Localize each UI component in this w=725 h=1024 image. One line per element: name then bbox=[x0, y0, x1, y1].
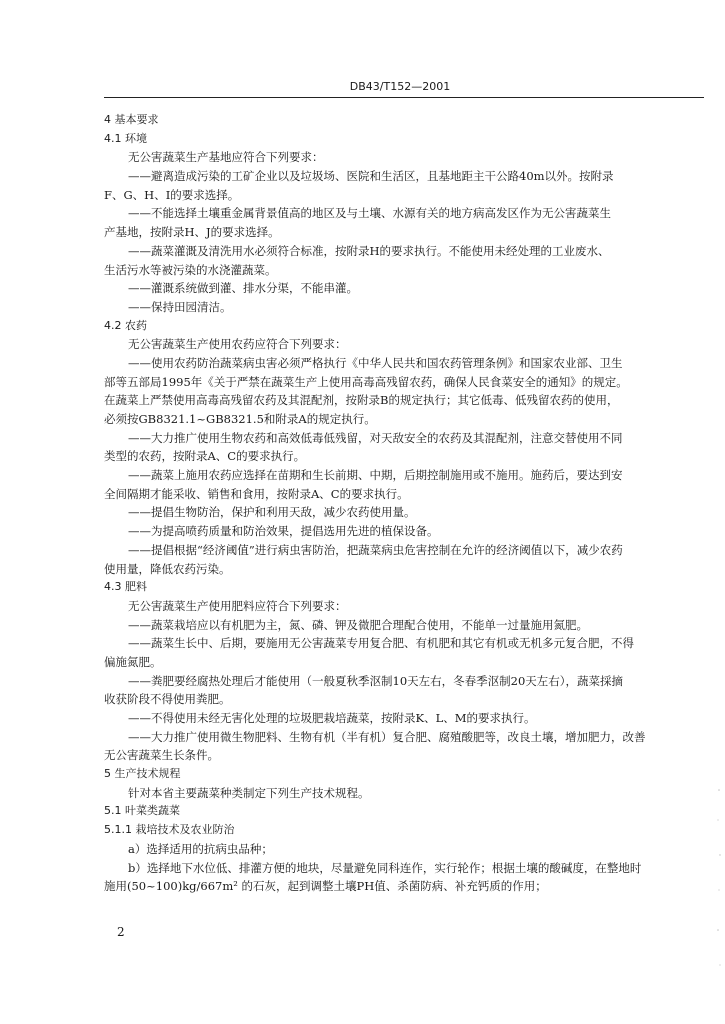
list-item-line: ——不能选择土壤重金属背景值高的地区及与土壤、水源有关的地方病高发区作为无公害蔬菜生 bbox=[128, 206, 611, 221]
list-item-line: 使用量，降低农药污染。 bbox=[104, 561, 231, 576]
list-item-line: ——大力推广使用微生物肥料、生物有机（半有机）复合肥、腐殖酸肥等，改良土壤，增加肥力，改善 bbox=[128, 729, 646, 744]
list-item-line: b）选择地下水位低、排灌方便的地块，尽量避免同科连作，实行轮作；根据土壤的酸碱度，在整地时 bbox=[128, 860, 642, 875]
paragraph-line: 无公害蔬菜生产使用农药应符合下列要求： bbox=[128, 337, 347, 352]
list-item-line: ——避离造成污染的工矿企业以及垃圾场、医院和生活区，且基地距主干公路40m以外。按附录 bbox=[128, 169, 614, 184]
scan-speckle bbox=[715, 780, 723, 980]
list-item-line: 部等五部局1995年《关于严禁在蔬菜生产上使用高毒高残留农药，确保人民食菜安全的通知》的规定。 bbox=[104, 374, 628, 389]
paragraph-line: 无公害蔬菜生产使用肥料应符合下列要求： bbox=[128, 598, 347, 613]
paragraph-line: 无公害蔬菜生产基地应符合下列要求： bbox=[128, 150, 324, 165]
list-item-line: 无公害蔬菜生长条件。 bbox=[104, 748, 219, 763]
list-item-line: ——蔬菜栽培应以有机肥为主，氮、磷、钾及微肥合理配合使用，不能单一过量施用氮肥。 bbox=[128, 617, 588, 632]
list-item-line: ——大力推广使用生物农药和高效低毒低残留，对天敌安全的农药及其混配剂，注意交替使用不同 bbox=[128, 430, 623, 445]
list-item-line: 在蔬菜上严禁使用高毒高残留农药及其混配剂，按附录B的规定执行；其它低毒、低残留农药的使用， bbox=[104, 393, 619, 408]
section-heading: 5 生产技术规程 bbox=[104, 767, 181, 781]
list-item-line: 偏施氮肥。 bbox=[104, 654, 162, 669]
document-number: DB43/T152—2001 bbox=[349, 80, 451, 93]
document-body bbox=[104, 111, 704, 896]
list-item-line: 生活污水等被污染的水浇灌蔬菜。 bbox=[104, 262, 277, 277]
list-item-line: 必须按GB8321.1~GB8321.5和附录A的规定执行。 bbox=[104, 412, 376, 426]
section-heading: 4 基本要求 bbox=[104, 113, 159, 126]
subsubsection-heading: 5.1.1 栽培技术及农业防治 bbox=[104, 823, 235, 837]
subsection-heading: 4.3 肥料 bbox=[104, 580, 147, 594]
list-item-line: 施用(50~100)kg/667m² 的石灰，起到调整土壤PH值、杀菌防病、补充钙质的作用； bbox=[104, 879, 547, 894]
list-item-line: ——粪肥要经腐热处理后才能使用（一般夏秋季沤制10天左右，冬春季沤制20天左右），蔬菜採摘 bbox=[128, 673, 624, 688]
list-item-line: ——不得使用未经无害化处理的垃圾肥栽培蔬菜，按附录K、L、M的要求执行。 bbox=[128, 711, 536, 725]
list-item-line: 全间隔期才能采收、销售和食用，按附录A、C的要求执行。 bbox=[104, 486, 409, 501]
list-item-line: 收获阶段不得使用粪肥。 bbox=[104, 692, 231, 707]
subsection-heading: 4.1 环境 bbox=[104, 131, 147, 145]
paragraph-line: 针对本省主要蔬菜种类制定下列生产技术规程。 bbox=[128, 785, 370, 800]
page-number: 2 bbox=[117, 925, 125, 939]
subsection-heading: 5.1 叶菜类蔬菜 bbox=[104, 804, 180, 818]
list-item-line: ——提倡生物防治，保护和利用天敌，减少农药使用量。 bbox=[128, 505, 416, 520]
header-rule bbox=[104, 97, 704, 98]
list-item-line: ——蔬菜生长中、后期，要施用无公害蔬菜专用复合肥、有机肥和其它有机或无机多元复合肥，不得 bbox=[128, 636, 634, 651]
list-item-line: 类型的农药，按附录A、C的要求执行。 bbox=[104, 449, 306, 464]
list-item-line: ——蔬菜灌溉及清洗用水必须符合标准，按附录H的要求执行。不能使用未经处理的工业废水、 bbox=[128, 243, 610, 258]
list-item-line: ——使用农药防治蔬菜病虫害必须严格执行《中华人民共和国农药管理条例》和国家农业部、卫生 bbox=[128, 355, 623, 370]
list-item-line: ——灌溉系统做到灌、排水分渠，不能串灌。 bbox=[128, 281, 358, 296]
list-item-line: 产基地，按附录H、J的要求选择。 bbox=[104, 225, 280, 240]
subsection-heading: 4.2 农药 bbox=[104, 318, 147, 332]
list-item-line: a）选择适用的抗病虫品种； bbox=[128, 841, 273, 856]
list-item-line: F、G、H、I的要求选择。 bbox=[104, 187, 240, 202]
list-item-line: ——保持田园清洁。 bbox=[128, 299, 232, 314]
list-item-line: ——为提高喷药质量和防治效果，提倡选用先进的植保设备。 bbox=[128, 524, 439, 539]
list-item-line: ——蔬菜上施用农药应选择在苗期和生长前期、中期，后期控制施用或不施用。施药后，要达到安 bbox=[128, 468, 623, 483]
list-item-line: ——提倡根据“经济阈值”进行病虫害防治，把蔬菜病虫危害控制在允许的经济阈值以下，减少农药 bbox=[128, 542, 623, 557]
